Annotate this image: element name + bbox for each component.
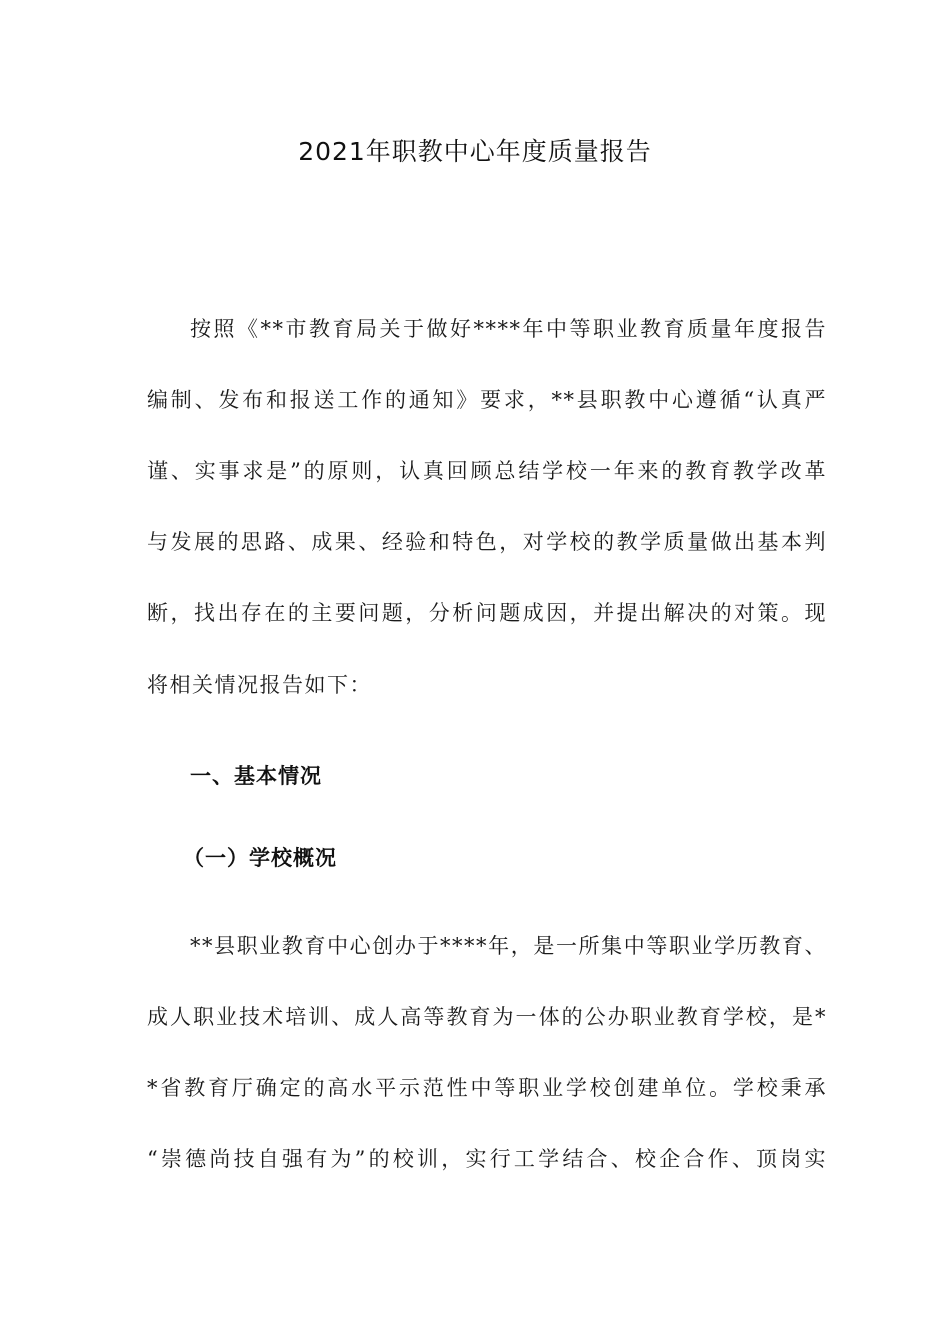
intro-line-1: 按照《**市教育局关于做好****年中等职业教育质量年度报告 (190, 317, 827, 341)
overview-line-3: *省教育厅确定的高水平示范性中等职业学校创建单位。学校秉承 (147, 1076, 827, 1100)
intro-line-6: 将相关情况报告如下： (147, 673, 372, 697)
intro-line-4: 与发展的思路、成果、经验和特色，对学校的教学质量做出基本判 (147, 530, 827, 554)
overview-line-4: “崇德尚技自强有为”的校训，实行工学结合、校企合作、顶岗实 (147, 1147, 827, 1171)
intro-line-3: 谨、实事求是”的原则，认真回顾总结学校一年来的教育教学改革 (147, 459, 827, 483)
intro-line-2: 编制、发布和报送工作的通知》要求，**县职教中心遵循“认真严 (147, 388, 827, 412)
intro-line-5: 断，找出存在的主要问题，分析问题成因，并提出解决的对策。现 (147, 601, 827, 625)
overview-line-2: 成人职业技术培训、成人高等教育为一体的公办职业教育学校，是* (147, 1005, 827, 1029)
overview-line-1: **县职业教育中心创办于****年，是一所集中等职业学历教育、 (190, 934, 827, 958)
subsection-heading-school-overview: （一）学校概况 (183, 846, 337, 870)
document-title: 2021年职教中心年度质量报告 (298, 137, 652, 166)
section-heading-basic-info: 一、基本情况 (190, 764, 322, 788)
